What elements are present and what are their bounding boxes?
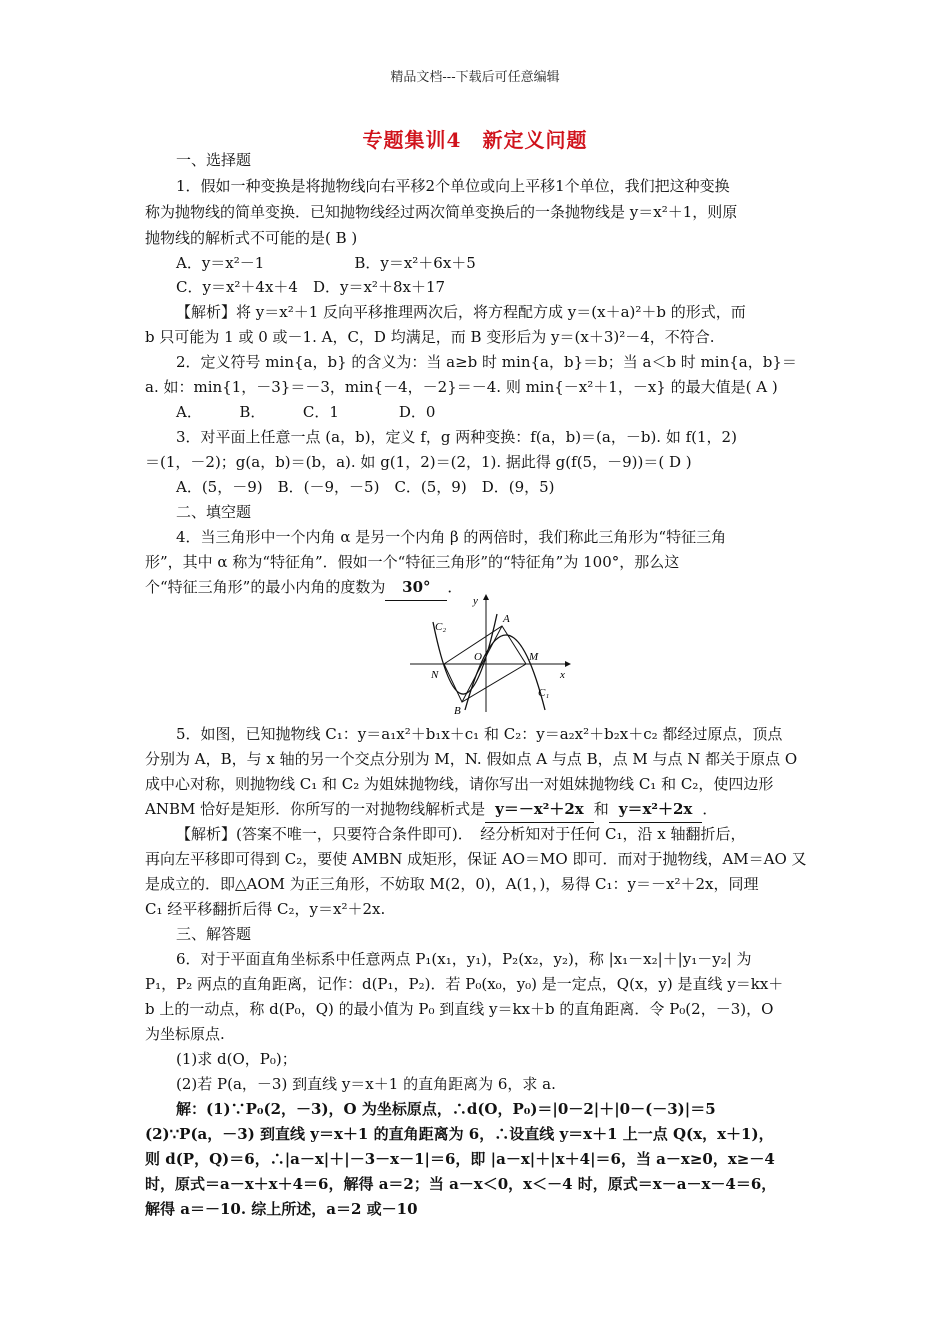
q6-solution: 解：(1)∵P₀(2，－3)，O 为坐标原点，∴d(O，P₀)＝|0－2|＋|0－(－3)|＝5	[176, 1100, 716, 1118]
q5-explanation: 是成立的．即△AOM 为正三角形，不妨取 M(2，0)，A(1，)，易得 C₁：y＝－x²＋2x，同理	[145, 875, 759, 893]
q4-answer: 30°	[385, 575, 447, 601]
q5-line: 5．如图，已知抛物线 C₁：y＝a₁x²＋b₁x＋c₁ 和 C₂：y＝a₂x²＋b₂x＋c₂ 都经过原点，顶点	[176, 725, 783, 743]
q6-line: P₁，P₂ 两点的直角距离，记作：d(P₁，P₂)．若 P₀(x₀，y₀) 是一定点，Q(x，y) 是直线 y＝kx＋	[145, 975, 784, 993]
y-label: y	[473, 595, 478, 607]
q4-text: 个“特征三角形”的最小内角的度数为	[145, 578, 386, 596]
point-a-label: A	[503, 613, 510, 625]
point-n-label: N	[431, 669, 439, 681]
q1-line: 1．假如一种变换是将抛物线向右平移2个单位或向上平移1个单位，我们把这种变换	[176, 177, 730, 195]
q1-line: 抛物线的解析式不可能的是( B )	[145, 229, 358, 247]
section-heading: 二、填空题	[176, 503, 252, 521]
q5-line: 分别为 A，B，与 x 轴的另一个交点分别为 M，N. 假如点 A 与点 B，点 M 与点 N 都关于原点 O	[145, 750, 798, 768]
q6-solution: 解得 a＝－10. 综上所述，a＝2 或－10	[145, 1200, 418, 1218]
q6-solution: (2)∵P(a，－3) 到直线 y＝x＋1 的直角距离为 6，∴设直线 y＝x＋1 上一点 Q(x，x＋1)，	[145, 1125, 774, 1143]
q1-explanation: b 只可能为 1 或 0 或－1. A，C，D 均满足，而 B 变形后为 y＝(x＋3)²－4，不符合.	[145, 328, 715, 346]
q6-line: b 上的一动点，称 d(P₀，Q) 的最小值为 P₀ 到直线 y＝kx＋b 的直角距离．令 P₀(2，－3)，O	[145, 1000, 774, 1018]
q6-part-2: (2)若 P(a，－3) 到直线 y＝x＋1 的直角距离为 6，求 a.	[176, 1075, 556, 1093]
q6-solution: 则 d(P，Q)＝6，∴|a－x|＋|－3－x－1|＝6，即 |a－x|＋|x＋4|＝6，当 a－x≥0，x≥－4	[145, 1150, 775, 1168]
q4-line: 形”，其中 α 称为“特征角”．假如一个“特征三角形”的“特征角”为 100°，那么这	[145, 553, 680, 571]
q5-explanation: 【解析】(答案不唯一，只要符合条件即可)． 经分析知对于任何 C₁，沿 x 轴翻折后，	[176, 825, 746, 843]
point-m-label: M	[529, 651, 539, 663]
q1-explanation: 【解析】将 y＝x²＋1 反向平移推理两次后，将方程配方成 y＝(x＋a)²＋b 的形式，而	[176, 303, 746, 321]
q5-text: ANBM 恰好是矩形．你所写的一对抛物线解析式是	[145, 800, 486, 818]
q5-and: 和	[593, 800, 609, 818]
page-title: 专题集训4 新定义问题	[362, 128, 588, 152]
q5-line	[145, 797, 810, 823]
q3-options: A．(5，－9) B．(－9，－5) C．(5，9) D．(9，5)	[176, 478, 555, 496]
q5-explanation: 再向左平移即可得到 C₂，要使 AMBN 成矩形，保证 AO＝MO 即可．而对于抛物线，AM＝AO 又	[145, 850, 807, 868]
q5-end: ．	[702, 800, 718, 818]
q5-explanation: C₁ 经平移翻折后得 C₂，y＝x²＋2x.	[145, 900, 386, 918]
page-header: 精品文档---下载后可任意编辑	[390, 70, 560, 85]
c2-label: C₂	[435, 621, 447, 633]
q1-options: A．y＝x²－1 B．y＝x²＋6x＋5	[176, 254, 476, 272]
q2-line: a. 如：min{1，－3}＝－3，min{－4，－2}＝－4. 则 min{－x²＋1，－x} 的最大值是( A )	[145, 378, 778, 396]
q6-line: 6．对于平面直角坐标系中任意两点 P₁(x₁，y₁)，P₂(x₂，y₂)，称 |x₁－x₂|＋|y₁－y₂| 为	[176, 950, 752, 968]
x-axis-arrow	[565, 661, 571, 667]
q6-part-1: (1)求 d(O，P₀)；	[176, 1050, 297, 1068]
q2-line: 2．定义符号 min{a，b} 的含义为：当 a≥b 时 min{a，b}＝b；当 a＜b 时 min{a，b}＝	[176, 353, 797, 371]
section-heading: 一、选择题	[176, 151, 252, 169]
q5-answer-2: y＝x²＋2x	[609, 797, 703, 823]
q5-answer-1: y＝－x²＋2x	[485, 797, 594, 823]
q3-line: ＝(1，－2)；g(a，b)＝(b，a). 如 g(1，2)＝(2，1). 据此得 g(f(5，－9))＝( D )	[145, 453, 692, 471]
q1-line: 称为抛物线的简单变换．已知抛物线经过两次简单变换后的一条抛物线是 y＝x²＋1，则原	[145, 203, 738, 221]
y-axis-arrow	[483, 594, 489, 600]
point-o-label: O	[474, 651, 482, 663]
point-b-label: B	[454, 705, 461, 717]
q1-options: C．y＝x²＋4x＋4 D．y＝x²＋8x＋17	[176, 278, 446, 296]
q6-line: 为坐标原点.	[145, 1025, 225, 1043]
x-label: x	[560, 669, 565, 681]
c1-label: C₁	[538, 687, 550, 699]
q5-line: 成中心对称，则抛物线 C₁ 和 C₂ 为姐妹抛物线，请你写出一对姐妹抛物线 C₁ 和 C₂，使四边形	[145, 775, 774, 793]
q3-line: 3．对平面上任意一点 (a，b)，定义 f，g 两种变换：f(a，b)＝(a，－b). 如 f(1，2)	[176, 428, 737, 446]
q4-end: ．	[447, 578, 463, 596]
parabola-figure	[405, 592, 580, 717]
q4-line: 4．当三角形中一个内角 α 是另一个内角 β 的两倍时，我们称此三角形为“特征三角	[176, 528, 727, 546]
q6-solution: 时，原式＝a－x＋x＋4＝6，解得 a＝2；当 a－x＜0，x＜－4 时，原式＝x－a－x－4＝6，	[145, 1175, 777, 1193]
section-heading: 三、解答题	[176, 925, 252, 943]
q2-options: A． B． C．1 D．0	[176, 403, 436, 421]
